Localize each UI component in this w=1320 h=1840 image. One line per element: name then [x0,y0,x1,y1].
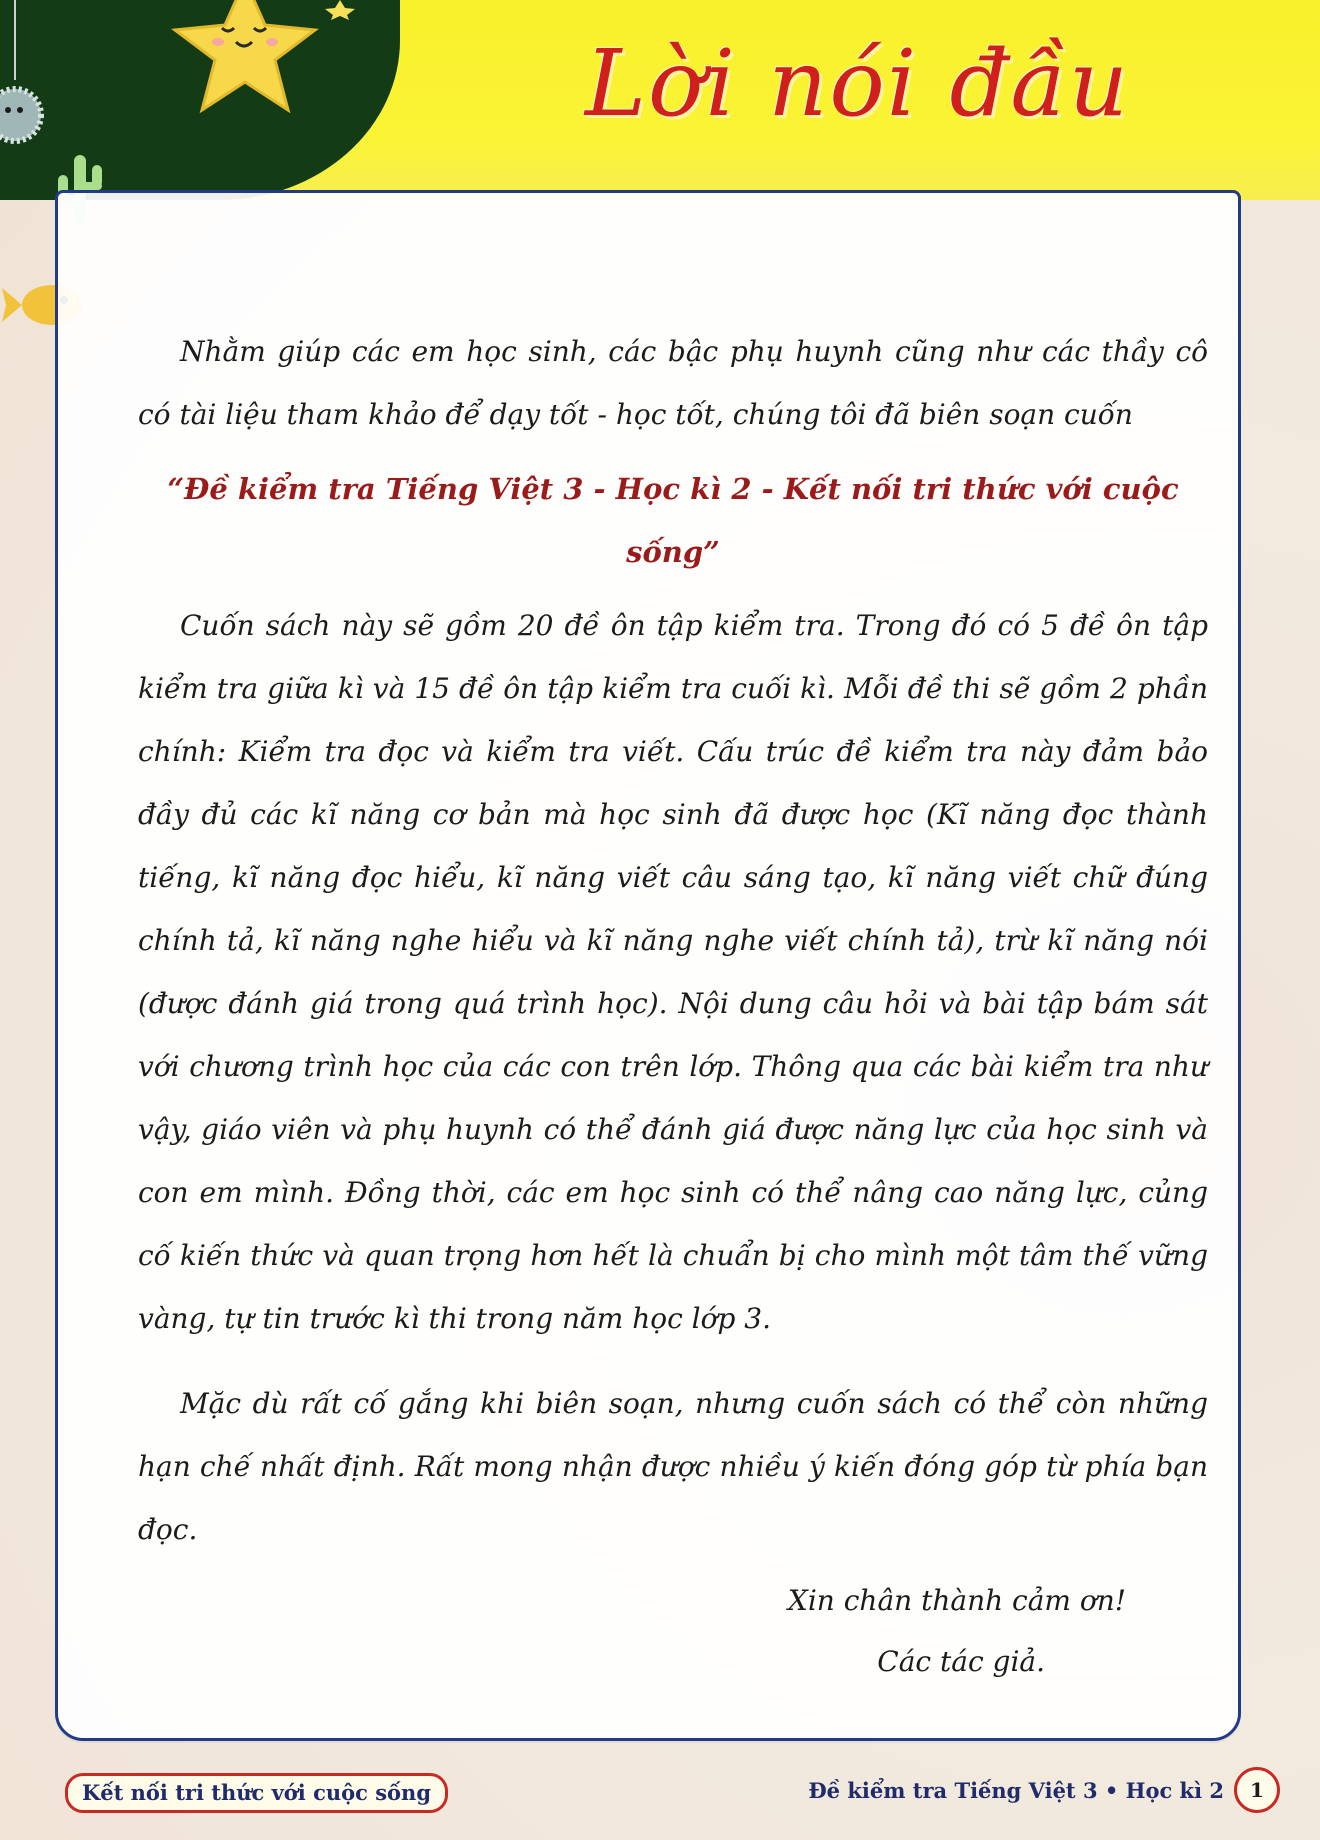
footer-book-info [808,1768,1280,1812]
preface-body [138,320,1208,1693]
book-title-quote: “Đề kiểm tra Tiếng Việt 3 - Học kì 2 - Kết nối tri thức với cuộc sống” [167,472,1179,569]
small-star-icon [320,0,360,20]
closing-paragraph: Mặc dù rất cố gắng khi biên soạn, nhưng cuốn sách có thể còn những hạn chế nhất định. Rất mong nhận được nhiều ý kiến đóng góp từ phía bạn đọc. [138,1387,1208,1546]
star-mascot-icon [170,0,320,120]
thanks-line: Xin chân thành cảm ơn! [787,1584,1126,1617]
book-name-label: Đề kiểm tra Tiếng Việt 3 • Học kì 2 [808,1777,1224,1803]
page-number: 1 [1234,1767,1280,1813]
page-title: Lời nói đầu [585,30,1130,137]
main-paragraph: Cuốn sách này sẽ gồm 20 đề ôn tập kiểm tra. Trong đó có 5 đề ôn tập kiểm tra giữa kì và 15 đề ôn tập kiểm tra cuối kì. Mỗi đề thi sẽ gồm 2 phần chính: Kiểm tra đọc và kiểm tra viết. Cấu trúc đề kiểm tra này đảm bảo đầy đủ các kĩ năng cơ bản mà học sinh đã được học (Kĩ năng đọc thành tiếng, kĩ năng đọc hiểu, kĩ năng viết câu sáng tạo, kĩ năng viết chữ đúng chính tả, kĩ năng nghe hiểu và kĩ năng nghe viết chính tả), trừ kĩ năng nói (được đánh giá trong quá trình học). Nội dung câu hỏi và bài tập bám sát với chương trình học của các con trên lớp. Thông qua các bài kiểm tra như vậy, giáo viên và phụ huynh có thể đánh giá được năng lực của học sinh và con em mình. Đồng thời, các em học sinh có thể nâng cao năng lực, củng cố kiến thức và quan trọng hơn hết là chuẩn bị cho mình một tâm thế vững vàng, tự tin trước kì thi trong năm học lớp 3. [138,609,1208,1335]
intro-paragraph: Nhằm giúp các em học sinh, các bậc phụ huynh cũng như các thầy cô có tài liệu tham khảo để dạy tốt - học tốt, chúng tôi đã biên soạn cuốn [138,335,1208,431]
authors-line: Các tác giả. [877,1645,1045,1678]
series-badge: Kết nối tri thức với cuộc sống [65,1773,448,1813]
